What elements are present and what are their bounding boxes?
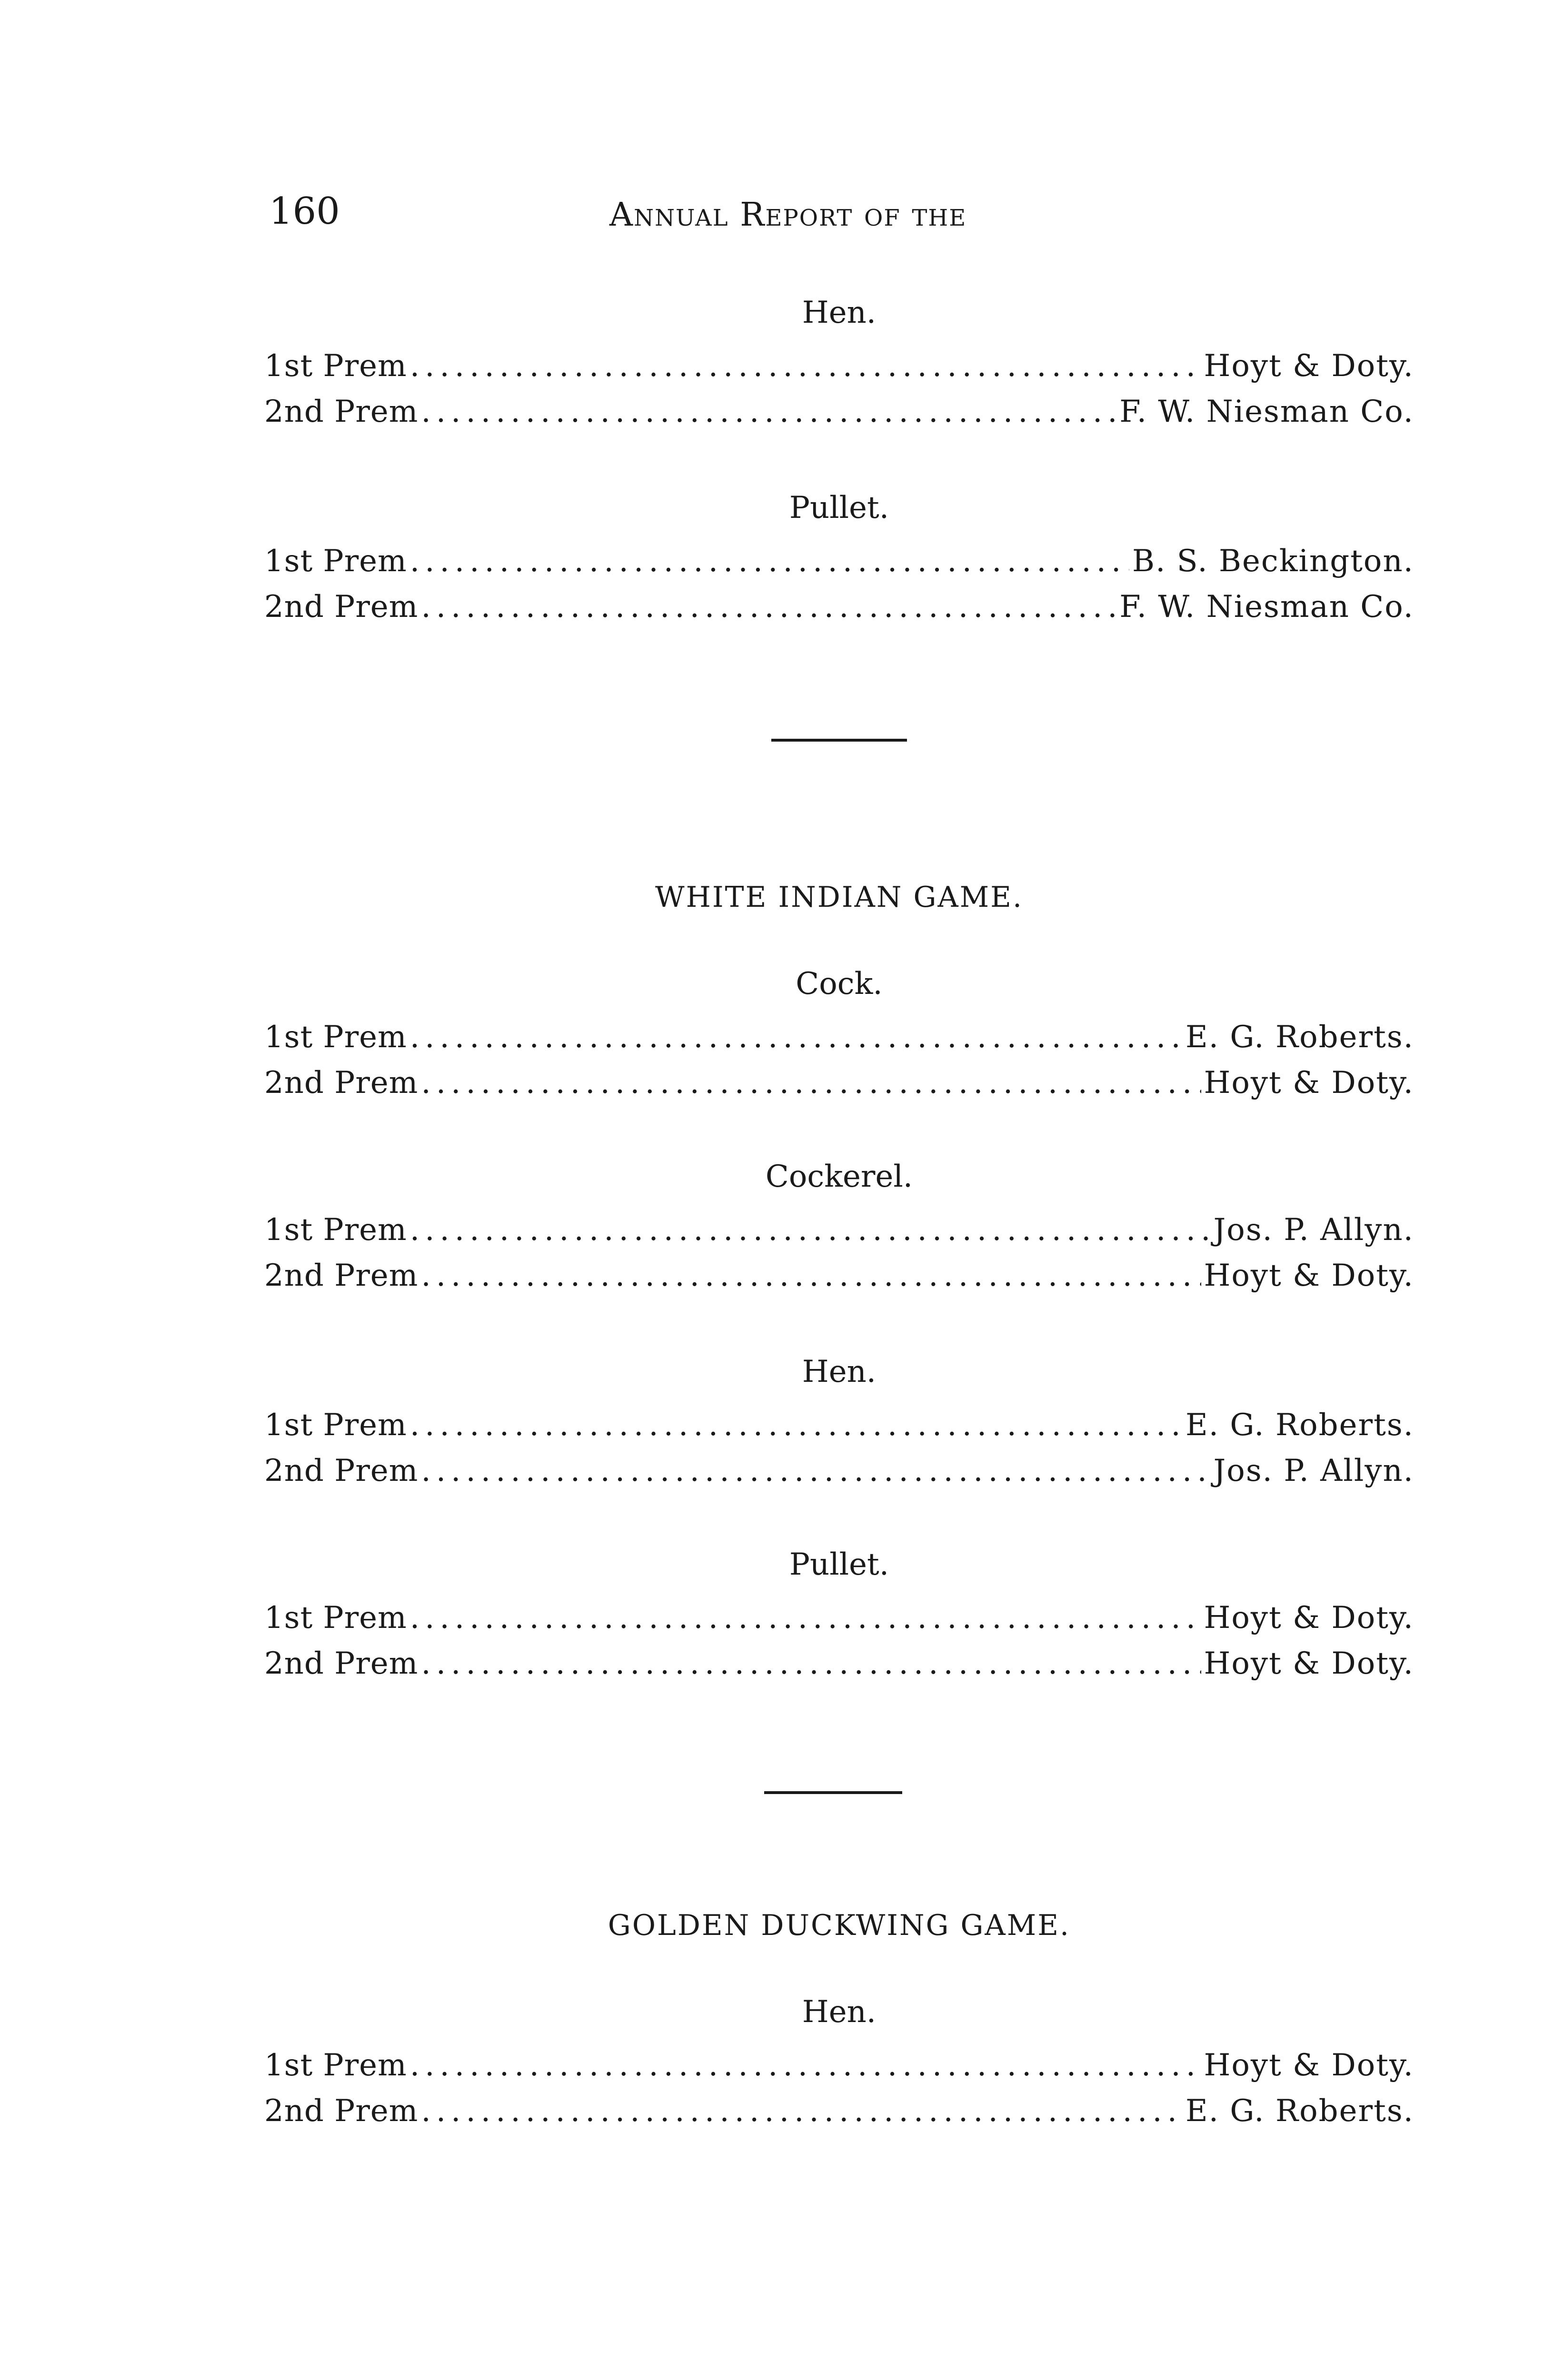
prize-label: 1st Prem [264, 1600, 407, 1636]
prize-label: 1st Prem [264, 348, 407, 384]
dot-leader [410, 1595, 1201, 1641]
dot-leader [410, 1402, 1183, 1448]
section-title: GOLDEN DUCKWING GAME. [608, 1909, 1071, 1942]
prize-winner: F. W. Niesman Co. [1119, 394, 1414, 429]
dot-leader [410, 1014, 1183, 1060]
section-divider [764, 1791, 902, 1794]
prize-winner: Hoyt & Doty. [1204, 2048, 1414, 2083]
group-hen [264, 1994, 1414, 2134]
prize-winner: B. S. Beckington. [1132, 544, 1414, 579]
prize-label: 2nd Prem [264, 1646, 418, 1681]
prize-row [264, 2043, 1414, 2088]
group-pullet [264, 490, 1414, 630]
category-heading: Hen. [802, 295, 877, 330]
group-cock [264, 966, 1414, 1106]
dot-leader [421, 389, 1116, 435]
dot-leader [410, 2043, 1201, 2088]
prize-winner: Hoyt & Doty. [1204, 1646, 1414, 1681]
prize-row [264, 1014, 1414, 1060]
dot-leader [421, 2088, 1183, 2134]
dot-leader [421, 1253, 1201, 1299]
prize-label: 1st Prem [264, 2048, 407, 2083]
prize-label: 1st Prem [264, 1020, 407, 1055]
prize-winner: Hoyt & Doty. [1204, 1600, 1414, 1636]
prize-winner: Jos. P. Allyn. [1213, 1212, 1414, 1248]
dot-leader [421, 1060, 1201, 1106]
dot-leader [410, 343, 1201, 389]
prize-row [264, 1641, 1414, 1686]
group-cockerel [264, 1161, 1414, 1299]
group-hen [264, 1354, 1414, 1494]
prize-label: 1st Prem [264, 1408, 407, 1443]
group-pullet [264, 1549, 1414, 1686]
category-heading: Cockerel. [765, 1159, 913, 1194]
prize-winner: Jos. P. Allyn. [1213, 1453, 1414, 1488]
prize-row [264, 1402, 1414, 1448]
category-heading: Hen. [802, 1994, 877, 2030]
dot-leader [421, 1641, 1201, 1686]
prize-row [264, 584, 1414, 630]
prize-row [264, 1207, 1414, 1253]
prize-label: 2nd Prem [264, 394, 418, 429]
running-head: Annual Report of the [609, 196, 967, 234]
dot-leader [410, 1207, 1211, 1253]
section-title: WHITE INDIAN GAME. [655, 881, 1024, 914]
category-heading: Hen. [802, 1354, 877, 1389]
prize-winner: Hoyt & Doty. [1204, 348, 1414, 384]
section-divider [771, 739, 907, 742]
prize-label: 2nd Prem [264, 1453, 418, 1488]
category-heading: Cock. [796, 966, 883, 1002]
dot-leader [421, 1448, 1210, 1494]
prize-winner: Hoyt & Doty. [1204, 1065, 1414, 1101]
category-heading: Pullet. [789, 490, 889, 526]
prize-row [264, 1448, 1414, 1494]
prize-winner: F. W. Niesman Co. [1119, 589, 1414, 625]
prize-row [264, 1060, 1414, 1106]
prize-winner: Hoyt & Doty. [1204, 1258, 1414, 1293]
page-number: 160 [269, 190, 340, 233]
prize-row [264, 343, 1414, 389]
prize-row [264, 1253, 1414, 1299]
category-heading: Pullet. [789, 1547, 889, 1582]
prize-winner: E. G. Roberts. [1185, 1020, 1414, 1055]
prize-row [264, 389, 1414, 435]
dot-leader [410, 538, 1129, 584]
prize-label: 2nd Prem [264, 1065, 418, 1101]
group-hen [264, 295, 1414, 435]
prize-row [264, 538, 1414, 584]
prize-label: 1st Prem [264, 1212, 407, 1248]
prize-winner: E. G. Roberts. [1185, 1408, 1414, 1443]
prize-winner: E. G. Roberts. [1185, 2093, 1414, 2129]
prize-row [264, 1595, 1414, 1641]
dot-leader [421, 584, 1116, 630]
prize-label: 2nd Prem [264, 1258, 418, 1293]
prize-label: 2nd Prem [264, 589, 418, 625]
prize-row [264, 2088, 1414, 2134]
prize-label: 2nd Prem [264, 2093, 418, 2129]
prize-label: 1st Prem [264, 544, 407, 579]
